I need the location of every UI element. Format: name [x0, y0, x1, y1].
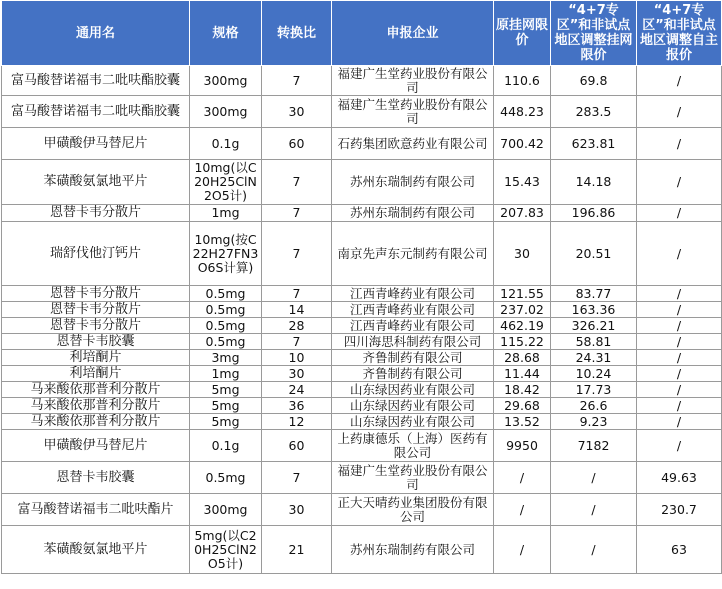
header-adjusted-price: “4+7专区”和非试点地区调整挂网限价 [551, 1, 637, 66]
table-row [2, 318, 722, 334]
table-row [2, 160, 722, 205]
cell-original-price: 121.55 [494, 286, 551, 302]
cell-original-price: 11.44 [494, 366, 551, 382]
cell-generic-name: 恩替卡韦分散片 [2, 286, 190, 302]
cell-adjusted-price: 24.31 [551, 350, 637, 366]
cell-spec: 3mg [190, 350, 262, 366]
cell-spec: 0.5mg [190, 318, 262, 334]
cell-spec: 10mg(以C20H25ClN2O5计) [190, 160, 262, 205]
cell-company: 齐鲁制药有限公司 [332, 366, 494, 382]
cell-original-price: 18.42 [494, 382, 551, 398]
cell-spec: 1mg [190, 366, 262, 382]
cell-adjusted-price: 10.24 [551, 366, 637, 382]
cell-adjusted-price: 26.6 [551, 398, 637, 414]
cell-adjusted-price: 17.73 [551, 382, 637, 398]
cell-self-quote: / [637, 430, 722, 462]
cell-generic-name: 富马酸替诺福韦二吡呋酯胶囊 [2, 66, 190, 96]
cell-generic-name: 苯磺酸氨氯地平片 [2, 526, 190, 574]
table-row [2, 382, 722, 398]
cell-company: 齐鲁制药有限公司 [332, 350, 494, 366]
cell-generic-name: 恩替卡韦分散片 [2, 302, 190, 318]
cell-company: 上药康德乐（上海）医药有限公司 [332, 430, 494, 462]
cell-original-price: 30 [494, 222, 551, 286]
cell-adjusted-price: 83.77 [551, 286, 637, 302]
cell-spec: 5mg [190, 398, 262, 414]
cell-spec: 0.1g [190, 128, 262, 160]
cell-self-quote: / [637, 382, 722, 398]
cell-original-price: / [494, 526, 551, 574]
cell-company: 石药集团欧意药业有限公司 [332, 128, 494, 160]
cell-self-quote: / [637, 334, 722, 350]
cell-company: 山东绿因药业有限公司 [332, 398, 494, 414]
cell-self-quote: / [637, 366, 722, 382]
table-row [2, 128, 722, 160]
cell-adjusted-price: 69.8 [551, 66, 637, 96]
table-body [2, 66, 722, 574]
cell-adjusted-price: 7182 [551, 430, 637, 462]
cell-adjusted-price: / [551, 462, 637, 494]
cell-original-price: / [494, 494, 551, 526]
cell-adjusted-price: 58.81 [551, 334, 637, 350]
cell-spec: 0.1g [190, 430, 262, 462]
cell-original-price: 115.22 [494, 334, 551, 350]
table-row [2, 302, 722, 318]
table-row [2, 494, 722, 526]
cell-conversion-ratio: 60 [262, 430, 332, 462]
cell-self-quote: 230.7 [637, 494, 722, 526]
cell-original-price: 110.6 [494, 66, 551, 96]
cell-generic-name: 富马酸替诺福韦二吡呋酯片 [2, 494, 190, 526]
cell-conversion-ratio: 7 [262, 66, 332, 96]
cell-spec: 0.5mg [190, 334, 262, 350]
cell-adjusted-price: 196.86 [551, 205, 637, 222]
cell-conversion-ratio: 28 [262, 318, 332, 334]
cell-conversion-ratio: 60 [262, 128, 332, 160]
cell-adjusted-price: 283.5 [551, 96, 637, 128]
cell-company: 江西青峰药业有限公司 [332, 302, 494, 318]
header-company: 申报企业 [332, 1, 494, 66]
cell-conversion-ratio: 7 [262, 222, 332, 286]
cell-conversion-ratio: 7 [262, 160, 332, 205]
cell-company: 福建广生堂药业股份有限公司 [332, 462, 494, 494]
cell-spec: 1mg [190, 205, 262, 222]
table-row [2, 334, 722, 350]
cell-spec: 0.5mg [190, 286, 262, 302]
header-original-price: 原挂网限价 [494, 1, 551, 66]
cell-spec: 10mg(按C22H27FN3O6S计算) [190, 222, 262, 286]
cell-conversion-ratio: 14 [262, 302, 332, 318]
cell-self-quote: / [637, 66, 722, 96]
cell-original-price: 448.23 [494, 96, 551, 128]
cell-conversion-ratio: 7 [262, 462, 332, 494]
cell-conversion-ratio: 12 [262, 414, 332, 430]
cell-self-quote: / [637, 350, 722, 366]
cell-generic-name: 马来酸依那普利分散片 [2, 414, 190, 430]
cell-self-quote: / [637, 222, 722, 286]
price-table [1, 0, 722, 574]
cell-generic-name: 恩替卡韦分散片 [2, 205, 190, 222]
table-row [2, 414, 722, 430]
cell-generic-name: 恩替卡韦胶囊 [2, 334, 190, 350]
table-row [2, 222, 722, 286]
table-row [2, 462, 722, 494]
cell-generic-name: 利培酮片 [2, 366, 190, 382]
cell-conversion-ratio: 30 [262, 96, 332, 128]
cell-generic-name: 甲磺酸伊马替尼片 [2, 430, 190, 462]
cell-company: 四川海思科制药有限公司 [332, 334, 494, 350]
cell-self-quote: / [637, 128, 722, 160]
table-row [2, 526, 722, 574]
cell-spec: 5mg [190, 414, 262, 430]
cell-spec: 300mg [190, 66, 262, 96]
cell-original-price: 15.43 [494, 160, 551, 205]
cell-conversion-ratio: 7 [262, 334, 332, 350]
table-row [2, 430, 722, 462]
cell-company: 苏州东瑞制药有限公司 [332, 526, 494, 574]
cell-generic-name: 马来酸依那普利分散片 [2, 382, 190, 398]
table-row [2, 96, 722, 128]
cell-original-price: 237.02 [494, 302, 551, 318]
cell-company: 山东绿因药业有限公司 [332, 414, 494, 430]
cell-generic-name: 恩替卡韦胶囊 [2, 462, 190, 494]
cell-self-quote: 49.63 [637, 462, 722, 494]
table-row [2, 350, 722, 366]
cell-company: 山东绿因药业有限公司 [332, 382, 494, 398]
table-row [2, 205, 722, 222]
table-row [2, 398, 722, 414]
cell-conversion-ratio: 36 [262, 398, 332, 414]
header-self-quote: “4+7专区”和非试点地区调整自主报价 [637, 1, 722, 66]
cell-original-price: 207.83 [494, 205, 551, 222]
cell-adjusted-price: 326.21 [551, 318, 637, 334]
cell-adjusted-price: 163.36 [551, 302, 637, 318]
cell-self-quote: 63 [637, 526, 722, 574]
cell-adjusted-price: 623.81 [551, 128, 637, 160]
cell-generic-name: 瑞舒伐他汀钙片 [2, 222, 190, 286]
cell-adjusted-price: / [551, 526, 637, 574]
cell-spec: 300mg [190, 96, 262, 128]
header-generic-name: 通用名 [2, 1, 190, 66]
cell-adjusted-price: 14.18 [551, 160, 637, 205]
cell-spec: 5mg(以C20H25ClN2O5计) [190, 526, 262, 574]
cell-adjusted-price: 9.23 [551, 414, 637, 430]
cell-adjusted-price: / [551, 494, 637, 526]
cell-adjusted-price: 20.51 [551, 222, 637, 286]
cell-conversion-ratio: 21 [262, 526, 332, 574]
cell-spec: 5mg [190, 382, 262, 398]
cell-conversion-ratio: 7 [262, 205, 332, 222]
cell-company: 苏州东瑞制药有限公司 [332, 160, 494, 205]
cell-spec: 300mg [190, 494, 262, 526]
cell-generic-name: 苯磺酸氨氯地平片 [2, 160, 190, 205]
cell-self-quote: / [637, 318, 722, 334]
cell-company: 福建广生堂药业股份有限公司 [332, 66, 494, 96]
cell-generic-name: 富马酸替诺福韦二吡呋酯胶囊 [2, 96, 190, 128]
cell-conversion-ratio: 10 [262, 350, 332, 366]
cell-company: 江西青峰药业有限公司 [332, 286, 494, 302]
cell-generic-name: 恩替卡韦分散片 [2, 318, 190, 334]
header-conversion-ratio: 转换比 [262, 1, 332, 66]
header-spec: 规格 [190, 1, 262, 66]
cell-conversion-ratio: 24 [262, 382, 332, 398]
cell-spec: 0.5mg [190, 302, 262, 318]
cell-conversion-ratio: 30 [262, 494, 332, 526]
cell-generic-name: 马来酸依那普利分散片 [2, 398, 190, 414]
cell-company: 正大天晴药业集团股份有限公司 [332, 494, 494, 526]
cell-original-price: / [494, 462, 551, 494]
table-row [2, 366, 722, 382]
table-row [2, 286, 722, 302]
cell-generic-name: 利培酮片 [2, 350, 190, 366]
cell-original-price: 700.42 [494, 128, 551, 160]
cell-company: 江西青峰药业有限公司 [332, 318, 494, 334]
cell-original-price: 462.19 [494, 318, 551, 334]
cell-company: 苏州东瑞制药有限公司 [332, 205, 494, 222]
cell-original-price: 9950 [494, 430, 551, 462]
cell-original-price: 28.68 [494, 350, 551, 366]
cell-original-price: 29.68 [494, 398, 551, 414]
cell-self-quote: / [637, 96, 722, 128]
cell-conversion-ratio: 30 [262, 366, 332, 382]
cell-conversion-ratio: 7 [262, 286, 332, 302]
cell-self-quote: / [637, 286, 722, 302]
cell-spec: 0.5mg [190, 462, 262, 494]
cell-generic-name: 甲磺酸伊马替尼片 [2, 128, 190, 160]
header-row [2, 1, 722, 66]
cell-self-quote: / [637, 414, 722, 430]
cell-self-quote: / [637, 302, 722, 318]
cell-company: 南京先声东元制药有限公司 [332, 222, 494, 286]
table-row [2, 66, 722, 96]
cell-company: 福建广生堂药业股份有限公司 [332, 96, 494, 128]
cell-self-quote: / [637, 398, 722, 414]
cell-self-quote: / [637, 160, 722, 205]
cell-original-price: 13.52 [494, 414, 551, 430]
cell-self-quote: / [637, 205, 722, 222]
